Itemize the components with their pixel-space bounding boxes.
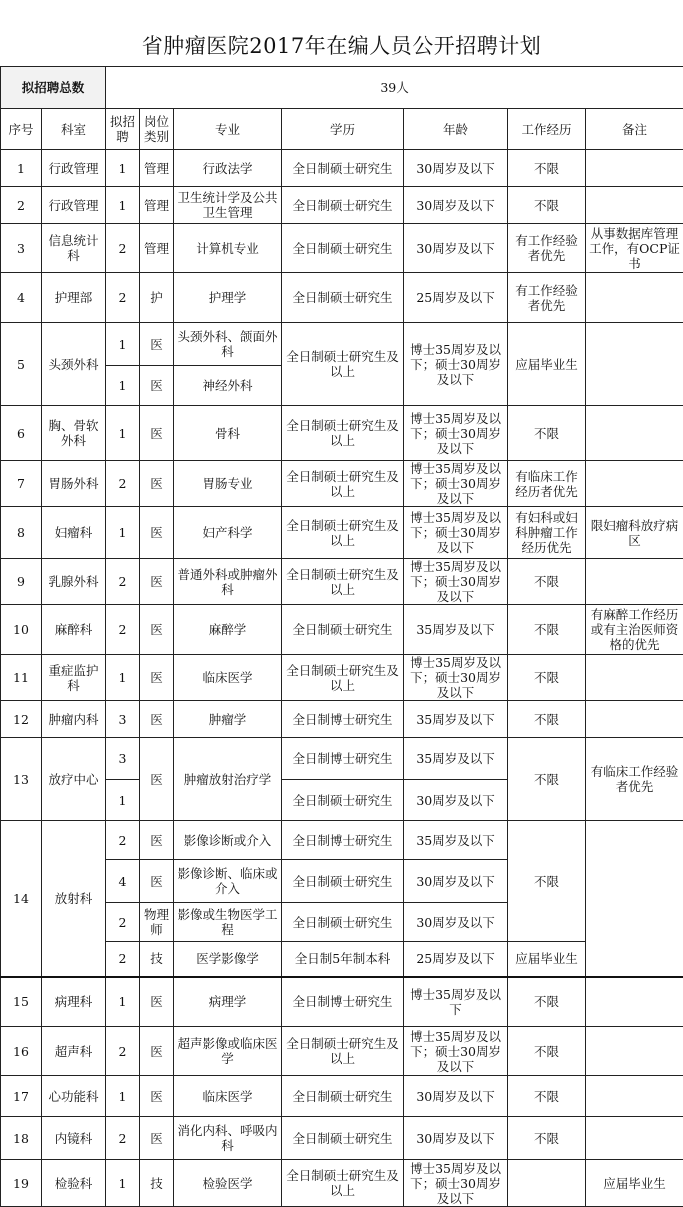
cell-age: 30周岁及以下 [404, 224, 508, 273]
cell-note: 限妇瘤科放疗病区 [586, 507, 683, 559]
cell-count: 1 [106, 655, 140, 701]
cell-major: 检验医学 [174, 1160, 282, 1207]
total-label: 拟招聘总数 [1, 67, 106, 109]
cell-type: 技 [140, 942, 174, 977]
cell-note [586, 273, 683, 323]
cell-count: 2 [106, 559, 140, 605]
cell-dept: 头颈外科 [42, 323, 106, 406]
cell-dept: 信息统计科 [42, 224, 106, 273]
cell-age: 35周岁及以下 [404, 701, 508, 738]
cell-edu: 全日制博士研究生 [282, 977, 404, 1027]
cell-edu: 全日制硕士研究生 [282, 150, 404, 187]
cell-note [586, 1076, 683, 1117]
cell-major: 神经外科 [174, 366, 282, 406]
cell-no: 14 [1, 821, 42, 977]
cell-no: 17 [1, 1076, 42, 1117]
cell-edu: 全日制硕士研究生 [282, 187, 404, 224]
cell-edu: 全日制硕士研究生 [282, 1076, 404, 1117]
cell-note: 应届毕业生 [586, 1160, 683, 1207]
cell-no: 4 [1, 273, 42, 323]
cell-edu: 全日制硕士研究生及以上 [282, 1027, 404, 1076]
document-title: 省肿瘤医院2017年在编人员公开招聘计划 [0, 26, 683, 66]
cell-major: 骨科 [174, 406, 282, 461]
total-row [1, 67, 683, 109]
cell-dept: 重症监护科 [42, 655, 106, 701]
cell-count: 1 [106, 507, 140, 559]
cell-exp: 不限 [508, 187, 586, 224]
cell-dept: 护理部 [42, 273, 106, 323]
cell-age: 35周岁及以下 [404, 738, 508, 780]
cell-exp: 不限 [508, 655, 586, 701]
cell-exp: 不限 [508, 559, 586, 605]
cell-count: 2 [106, 461, 140, 507]
cell-edu: 全日制博士研究生 [282, 738, 404, 780]
cell-note [586, 701, 683, 738]
table-row [1, 738, 683, 780]
table-row [1, 977, 683, 1027]
cell-dept: 麻醉科 [42, 605, 106, 655]
cell-count: 2 [106, 224, 140, 273]
cell-dept: 行政管理 [42, 150, 106, 187]
table-row [1, 559, 683, 605]
cell-no: 11 [1, 655, 42, 701]
cell-note: 从事数据库管理工作，有OCP证书 [586, 224, 683, 273]
cell-type: 医 [140, 507, 174, 559]
cell-major: 胃肠专业 [174, 461, 282, 507]
cell-count: 3 [106, 738, 140, 780]
cell-dept: 放疗中心 [42, 738, 106, 821]
cell-age: 博士35周岁及以下；硕士30周岁及以下 [404, 1160, 508, 1207]
cell-no: 13 [1, 738, 42, 821]
cell-type: 管理 [140, 224, 174, 273]
cell-major: 超声影像或临床医学 [174, 1027, 282, 1076]
cell-exp: 不限 [508, 701, 586, 738]
cell-edu: 全日制硕士研究生 [282, 273, 404, 323]
cell-edu: 全日制硕士研究生 [282, 1117, 404, 1160]
cell-dept: 妇瘤科 [42, 507, 106, 559]
cell-count: 3 [106, 701, 140, 738]
cell-count: 1 [106, 406, 140, 461]
header-edu: 学历 [282, 109, 404, 150]
cell-major: 护理学 [174, 273, 282, 323]
table-row [1, 150, 683, 187]
cell-no: 2 [1, 187, 42, 224]
cell-dept: 放射科 [42, 821, 106, 977]
cell-note: 有临床工作经验者优先 [586, 738, 683, 821]
cell-major: 消化内科、呼吸内科 [174, 1117, 282, 1160]
cell-major: 临床医学 [174, 1076, 282, 1117]
cell-dept: 胸、骨软外科 [42, 406, 106, 461]
cell-no: 10 [1, 605, 42, 655]
cell-type: 医 [140, 977, 174, 1027]
cell-count: 1 [106, 366, 140, 406]
cell-note: 有麻醉工作经历或有主治医师资格的优先 [586, 605, 683, 655]
cell-count: 1 [106, 187, 140, 224]
cell-count: 1 [106, 150, 140, 187]
cell-count: 2 [106, 605, 140, 655]
cell-type: 医 [140, 1027, 174, 1076]
cell-note [586, 461, 683, 507]
cell-no: 9 [1, 559, 42, 605]
cell-major: 头颈外科、颌面外科 [174, 323, 282, 366]
cell-dept: 超声科 [42, 1027, 106, 1076]
cell-major: 病理学 [174, 977, 282, 1027]
cell-exp [508, 1160, 586, 1207]
cell-age: 30周岁及以下 [404, 860, 508, 903]
cell-dept: 检验科 [42, 1160, 106, 1207]
cell-age: 30周岁及以下 [404, 903, 508, 942]
cell-age: 博士35周岁及以下；硕士30周岁及以下 [404, 559, 508, 605]
cell-age: 博士35周岁及以下；硕士30周岁及以下 [404, 655, 508, 701]
cell-type: 医 [140, 701, 174, 738]
cell-type: 医 [140, 406, 174, 461]
cell-major: 行政法学 [174, 150, 282, 187]
cell-count: 2 [106, 821, 140, 860]
cell-type: 护 [140, 273, 174, 323]
cell-no: 8 [1, 507, 42, 559]
cell-edu: 全日制硕士研究生 [282, 605, 404, 655]
cell-note [586, 821, 683, 977]
cell-exp: 有工作经验者优先 [508, 273, 586, 323]
cell-count: 1 [106, 1160, 140, 1207]
header-type: 岗位类别 [140, 109, 174, 150]
cell-type: 管理 [140, 187, 174, 224]
table-row [1, 406, 683, 461]
cell-edu: 全日制硕士研究生及以上 [282, 323, 404, 406]
table-row [1, 655, 683, 701]
cell-edu: 全日制博士研究生 [282, 701, 404, 738]
cell-dept: 胃肠外科 [42, 461, 106, 507]
cell-age: 博士35周岁及以下；硕士30周岁及以下 [404, 461, 508, 507]
cell-edu: 全日制硕士研究生 [282, 903, 404, 942]
cell-major: 影像诊断、临床或介入 [174, 860, 282, 903]
cell-count: 1 [106, 977, 140, 1027]
cell-no: 19 [1, 1160, 42, 1207]
recruitment-table [0, 66, 683, 1207]
table-row [1, 1117, 683, 1160]
cell-note [586, 559, 683, 605]
table-row [1, 821, 683, 860]
cell-major: 妇产科学 [174, 507, 282, 559]
cell-exp: 应届毕业生 [508, 323, 586, 406]
cell-edu: 全日制硕士研究生及以上 [282, 507, 404, 559]
cell-major: 医学影像学 [174, 942, 282, 977]
cell-note [586, 323, 683, 406]
cell-major: 影像诊断或介入 [174, 821, 282, 860]
cell-count: 2 [106, 942, 140, 977]
header-major: 专业 [174, 109, 282, 150]
cell-note [586, 1117, 683, 1160]
cell-exp: 有妇科或妇科肿瘤工作经历优先 [508, 507, 586, 559]
cell-age: 35周岁及以下 [404, 821, 508, 860]
table-row [1, 701, 683, 738]
table-row [1, 1160, 683, 1207]
cell-age: 30周岁及以下 [404, 780, 508, 821]
cell-age: 博士35周岁及以下；硕士30周岁及以下 [404, 507, 508, 559]
table-row [1, 323, 683, 366]
cell-age: 博士35周岁及以下；硕士30周岁及以下 [404, 323, 508, 406]
cell-major: 麻醉学 [174, 605, 282, 655]
cell-count: 1 [106, 780, 140, 821]
cell-type: 医 [140, 860, 174, 903]
cell-age: 博士35周岁及以下；硕士30周岁及以下 [404, 1027, 508, 1076]
cell-note [586, 406, 683, 461]
table-row [1, 605, 683, 655]
cell-type: 物理师 [140, 903, 174, 942]
table-row [1, 461, 683, 507]
cell-note [586, 1027, 683, 1076]
cell-age: 30周岁及以下 [404, 150, 508, 187]
cell-edu: 全日制硕士研究生及以上 [282, 559, 404, 605]
cell-no: 3 [1, 224, 42, 273]
cell-age: 30周岁及以下 [404, 187, 508, 224]
cell-note [586, 977, 683, 1027]
cell-exp: 不限 [508, 738, 586, 821]
cell-age: 35周岁及以下 [404, 605, 508, 655]
cell-note [586, 187, 683, 224]
cell-exp: 不限 [508, 406, 586, 461]
cell-exp: 有工作经验者优先 [508, 224, 586, 273]
cell-type: 医 [140, 738, 174, 821]
cell-edu: 全日制硕士研究生 [282, 780, 404, 821]
cell-dept: 内镜科 [42, 1117, 106, 1160]
cell-dept: 心功能科 [42, 1076, 106, 1117]
cell-count: 2 [106, 273, 140, 323]
cell-exp: 不限 [508, 1076, 586, 1117]
cell-age: 25周岁及以下 [404, 942, 508, 977]
table-row [1, 1076, 683, 1117]
cell-major: 肿瘤学 [174, 701, 282, 738]
cell-no: 5 [1, 323, 42, 406]
cell-edu: 全日制硕士研究生 [282, 860, 404, 903]
cell-exp: 不限 [508, 1117, 586, 1160]
cell-no: 15 [1, 977, 42, 1027]
cell-type: 管理 [140, 150, 174, 187]
cell-exp: 不限 [508, 605, 586, 655]
cell-major: 临床医学 [174, 655, 282, 701]
header-no: 序号 [1, 109, 42, 150]
table-row [1, 187, 683, 224]
header-count: 拟招聘 [106, 109, 140, 150]
cell-type: 医 [140, 366, 174, 406]
cell-count: 2 [106, 903, 140, 942]
table-row [1, 224, 683, 273]
cell-exp: 有临床工作经历者优先 [508, 461, 586, 507]
cell-edu: 全日制5年制本科 [282, 942, 404, 977]
cell-no: 12 [1, 701, 42, 738]
cell-exp: 不限 [508, 821, 586, 942]
cell-exp: 应届毕业生 [508, 942, 586, 977]
cell-major: 卫生统计学及公共卫生管理 [174, 187, 282, 224]
cell-no: 18 [1, 1117, 42, 1160]
cell-age: 30周岁及以下 [404, 1117, 508, 1160]
cell-edu: 全日制硕士研究生及以上 [282, 461, 404, 507]
cell-type: 医 [140, 821, 174, 860]
header-row [1, 109, 683, 150]
header-note: 备注 [586, 109, 683, 150]
cell-dept: 病理科 [42, 977, 106, 1027]
cell-age: 30周岁及以下 [404, 1076, 508, 1117]
cell-type: 医 [140, 1117, 174, 1160]
cell-count: 4 [106, 860, 140, 903]
table-row [1, 273, 683, 323]
cell-note [586, 150, 683, 187]
cell-edu: 全日制博士研究生 [282, 821, 404, 860]
cell-major: 计算机专业 [174, 224, 282, 273]
table-row [1, 1027, 683, 1076]
cell-age: 博士35周岁及以下；硕士30周岁及以下 [404, 406, 508, 461]
table-row [1, 507, 683, 559]
cell-type: 医 [140, 655, 174, 701]
cell-count: 2 [106, 1027, 140, 1076]
cell-major: 肿瘤放射治疗学 [174, 738, 282, 821]
cell-age: 25周岁及以下 [404, 273, 508, 323]
cell-edu: 全日制硕士研究生及以上 [282, 655, 404, 701]
cell-major: 普通外科或肿瘤外科 [174, 559, 282, 605]
cell-type: 医 [140, 559, 174, 605]
cell-no: 7 [1, 461, 42, 507]
cell-exp: 不限 [508, 977, 586, 1027]
cell-dept: 乳腺外科 [42, 559, 106, 605]
cell-type: 技 [140, 1160, 174, 1207]
cell-edu: 全日制硕士研究生 [282, 224, 404, 273]
cell-count: 1 [106, 1076, 140, 1117]
cell-count: 2 [106, 1117, 140, 1160]
cell-no: 16 [1, 1027, 42, 1076]
cell-edu: 全日制硕士研究生及以上 [282, 406, 404, 461]
total-value: 39人 [106, 67, 683, 109]
cell-major: 影像或生物医学工程 [174, 903, 282, 942]
cell-dept: 肿瘤内科 [42, 701, 106, 738]
cell-note [586, 655, 683, 701]
cell-type: 医 [140, 1076, 174, 1117]
cell-type: 医 [140, 461, 174, 507]
cell-age: 博士35周岁及以下 [404, 977, 508, 1027]
cell-type: 医 [140, 323, 174, 366]
cell-count: 1 [106, 323, 140, 366]
header-exp: 工作经历 [508, 109, 586, 150]
header-dept: 科室 [42, 109, 106, 150]
cell-exp: 不限 [508, 1027, 586, 1076]
cell-no: 1 [1, 150, 42, 187]
cell-no: 6 [1, 406, 42, 461]
cell-dept: 行政管理 [42, 187, 106, 224]
cell-edu: 全日制硕士研究生及以上 [282, 1160, 404, 1207]
cell-exp: 不限 [508, 150, 586, 187]
cell-type: 医 [140, 605, 174, 655]
header-age: 年龄 [404, 109, 508, 150]
